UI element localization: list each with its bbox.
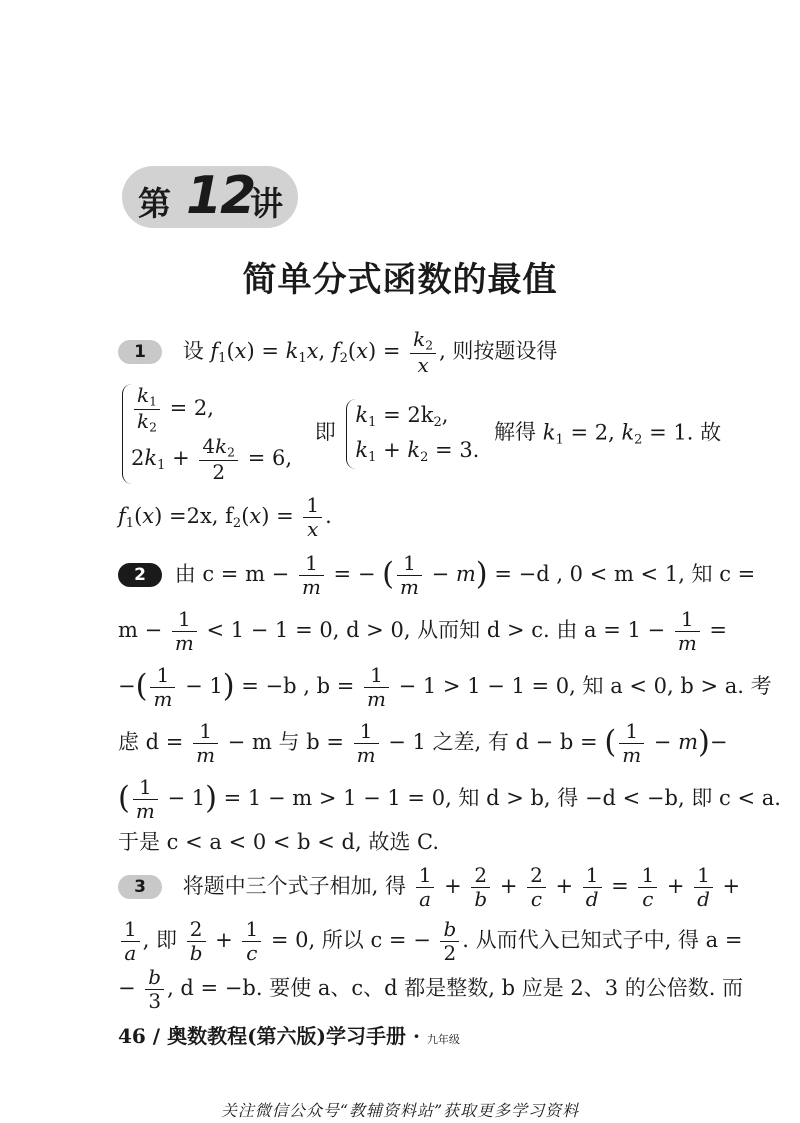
problem-3-line-3: − $\frac{b}{3}$ , d = −b. 要使 a、c、d 都是整数, b 应是 2、3 的公倍数. 而 [118, 965, 744, 1013]
problem-2-line-4: 虑 d = $\frac{1}{m}$ − m 与 b = $\frac{1}{m}$ − 1 之差, 有 d − b = ( $\frac{1}{m}$ − m)− [118, 719, 728, 767]
grade-label: 九年级 [426, 1033, 460, 1046]
problem-1-line-3: $f_1(x) =2x$, $f_2(x)$ = $\frac{1}{x}$ . [118, 493, 332, 541]
problem-2-line-6: 于是 c < a < 0 < b < d, 故选 C. [118, 830, 440, 854]
problem-2-line-2: m − $\frac{1}{m}$ < 1 − 1 = 0, d > 0, 从而知 d > c. 由 a = 1 − $\frac{1}{m}$ = [118, 607, 728, 655]
page-footer [118, 1020, 460, 1049]
problem-2-line-1: 2 由 c = m − $\frac{1}{m}$ = − ( $\frac{1}{m}$ − m) = −d , 0 < m < 1, 知 c = [118, 552, 688, 599]
problem-1-line-1: 1 设 $f_1(x) = k_1x$, $f_2(x)$ = $\frac{k_2}{x}$ , 则按题设得 [118, 328, 688, 377]
problem-2-label: 2 [118, 563, 162, 587]
problem-3-line-2: $\frac{1}{a}$ , 即 $\frac{2}{b}$ + $\frac{1}{c}$ = 0, 所以 c = − $\frac{b}{2}$ . 从而代入已知式子中, 得 a = [118, 918, 688, 965]
problem-1-label: 1 [118, 340, 162, 364]
page-number: 46 / [118, 1024, 161, 1048]
watermark: 关注微信公众号“教辅资料站”获取更多学习资料 [220, 1101, 580, 1120]
chapter-suffix: 讲 [250, 184, 283, 223]
book-title: 奥数教程(第六版)学习手册 · [167, 1024, 420, 1048]
page-title: 简单分式函数的最值 [242, 260, 558, 300]
problem-3-line-1: 3 将题中三个式子相加, 得 $\frac{1}{a}$ + $\frac{2}{b}$ + $\frac{2}{c}$ + $\frac{1}{d}$ = $\frac{1}{c}$ + $\frac{1}{d}$ + [118, 864, 688, 911]
problem-2-line-3: −( $\frac{1}{m}$ − 1) = −b , b = $\frac{1}{m}$ − 1 > 1 − 1 = 0, 知 a < 0, b > a. 考 [118, 663, 772, 711]
chapter-prefix: 第 [138, 184, 171, 223]
problem-1-line-2: $\frac{k_1}{k_2}$ = 2, $2k_1$ + $\frac{4k_2}{2}$ = 6, 即 $k_1 = 2k_2$, $k_1 + k_2 = 3$. 解得 $k_1 = 2$, $k_2 = 1$. 故 [118, 384, 688, 484]
chapter-badge [122, 166, 298, 228]
chapter-number: 12 [186, 166, 255, 226]
equation-system-2: $k_1 = 2k_2$, $k_1 + k_2 = 3$. [346, 399, 479, 468]
problem-2-line-5: ( $\frac{1}{m}$ − 1) = 1 − m > 1 − 1 = 0, 知 d > b, 得 −d < −b, 即 c < a. [118, 775, 781, 823]
equation-system-1: $\frac{k_1}{k_2}$ = 2, $2k_1$ + $\frac{4k_2}{2}$ = 6, [122, 384, 292, 484]
problem-3-label: 3 [118, 875, 162, 899]
